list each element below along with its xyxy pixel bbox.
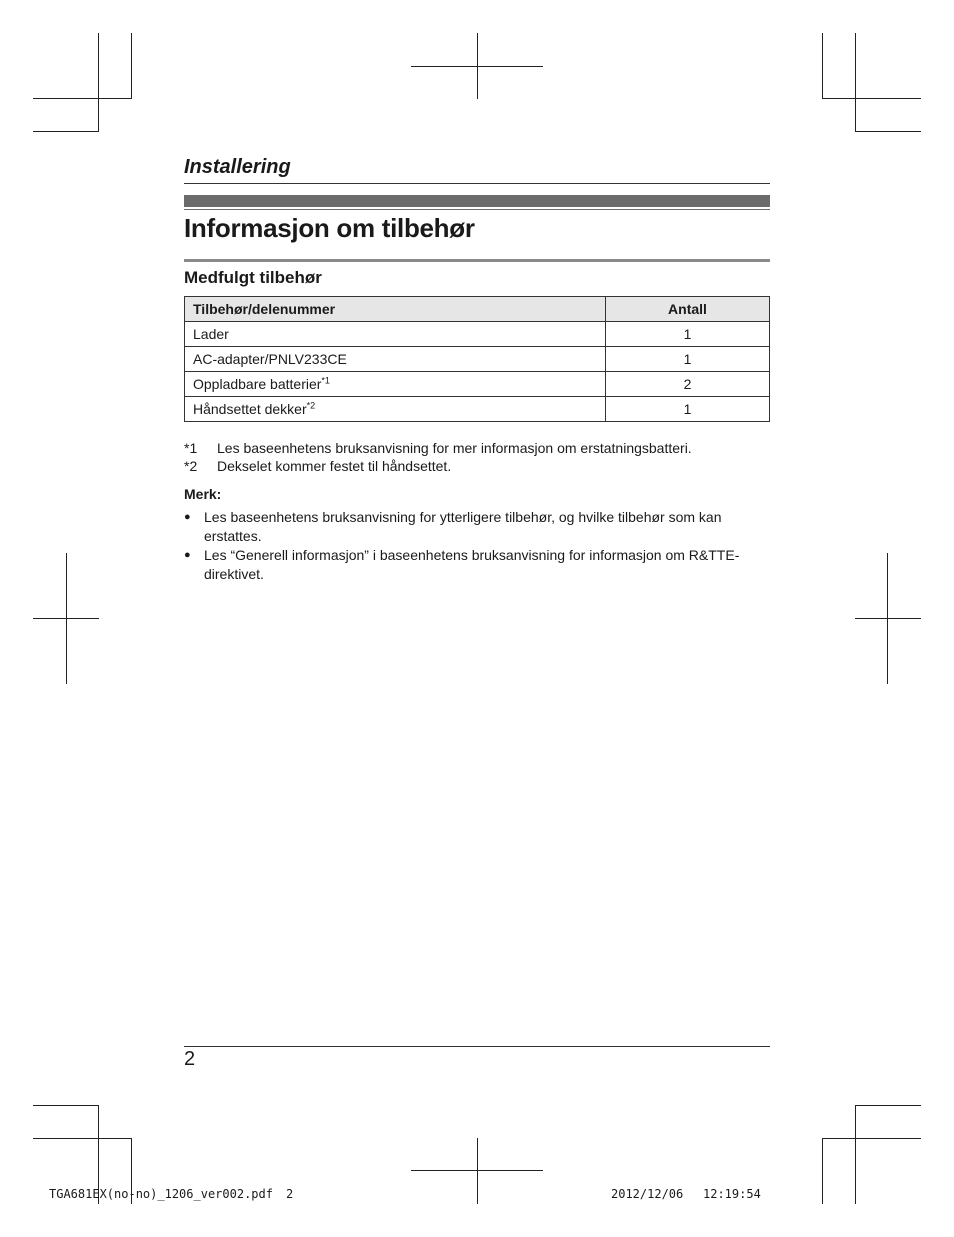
slug-filename: TGA681EX(no-no)_1206_ver002.pdf [49, 1187, 273, 1201]
footnote-ref: *1 [321, 375, 330, 386]
item-cell [185, 372, 606, 397]
footnotes [184, 439, 692, 475]
page-title: Informasjon om tilbehør [184, 213, 475, 243]
footnote-text: Les baseenhetens bruksanvisning for mer informasjon om erstatningsbatteri. [217, 440, 692, 456]
note-text: Les baseenhetens bruksanvisning for ytterligere tilbehør, og hvilke tilbehør som kan erstattes. [204, 509, 722, 544]
slug-date: 2012/12/06 [611, 1187, 684, 1201]
item-cell [185, 322, 606, 347]
page-number: 2 [184, 1048, 196, 1070]
item-name: Lader [193, 326, 229, 342]
item-cell [185, 347, 606, 372]
table-row [185, 372, 770, 397]
quantity-cell: 1 [606, 397, 770, 422]
item-cell [185, 397, 606, 422]
quantity-cell: 1 [606, 322, 770, 347]
section-title: Installering [184, 156, 291, 178]
footnote [184, 457, 692, 475]
table-row [185, 397, 770, 422]
footnote-text: Dekselet kommer festet til håndsettet. [217, 458, 452, 474]
bullet-icon: ● [184, 511, 191, 523]
title-bar [184, 195, 770, 207]
footnote [184, 439, 692, 457]
table-header-row [185, 297, 770, 322]
accessories-table [184, 296, 770, 422]
note-list [184, 508, 744, 584]
footnote-mark: *2 [184, 458, 198, 474]
slug-time: 12:19:54 [703, 1187, 761, 1201]
item-name: Håndsettet dekker [193, 401, 307, 417]
list-item [184, 546, 744, 584]
column-header-item: Tilbehør/delenummer [185, 297, 606, 322]
slug-page: 2 [286, 1187, 294, 1201]
table-row [185, 347, 770, 372]
title-bar-line [184, 209, 770, 210]
table-row [185, 322, 770, 347]
footnote-mark: *1 [184, 440, 198, 456]
note-text: Les “Generell informasjon” i baseenhetens bruksanvisning for informasjon om R&TTE-direktivet. [204, 547, 740, 582]
footer-divider [184, 1046, 770, 1047]
note-label: Merk: [184, 486, 222, 502]
quantity-cell: 2 [606, 372, 770, 397]
column-header-quantity: Antall [606, 297, 770, 322]
quantity-cell: 1 [606, 347, 770, 372]
list-item [184, 508, 744, 546]
bullet-icon: ● [184, 549, 191, 561]
section-divider [184, 183, 770, 184]
subheading: Medfulgt tilbehør [184, 268, 322, 287]
item-name: AC-adapter/PNLV233CE [193, 351, 347, 367]
item-name: Oppladbare batterier [193, 376, 322, 392]
title-underline [184, 259, 770, 262]
footnote-ref: *2 [306, 400, 316, 411]
